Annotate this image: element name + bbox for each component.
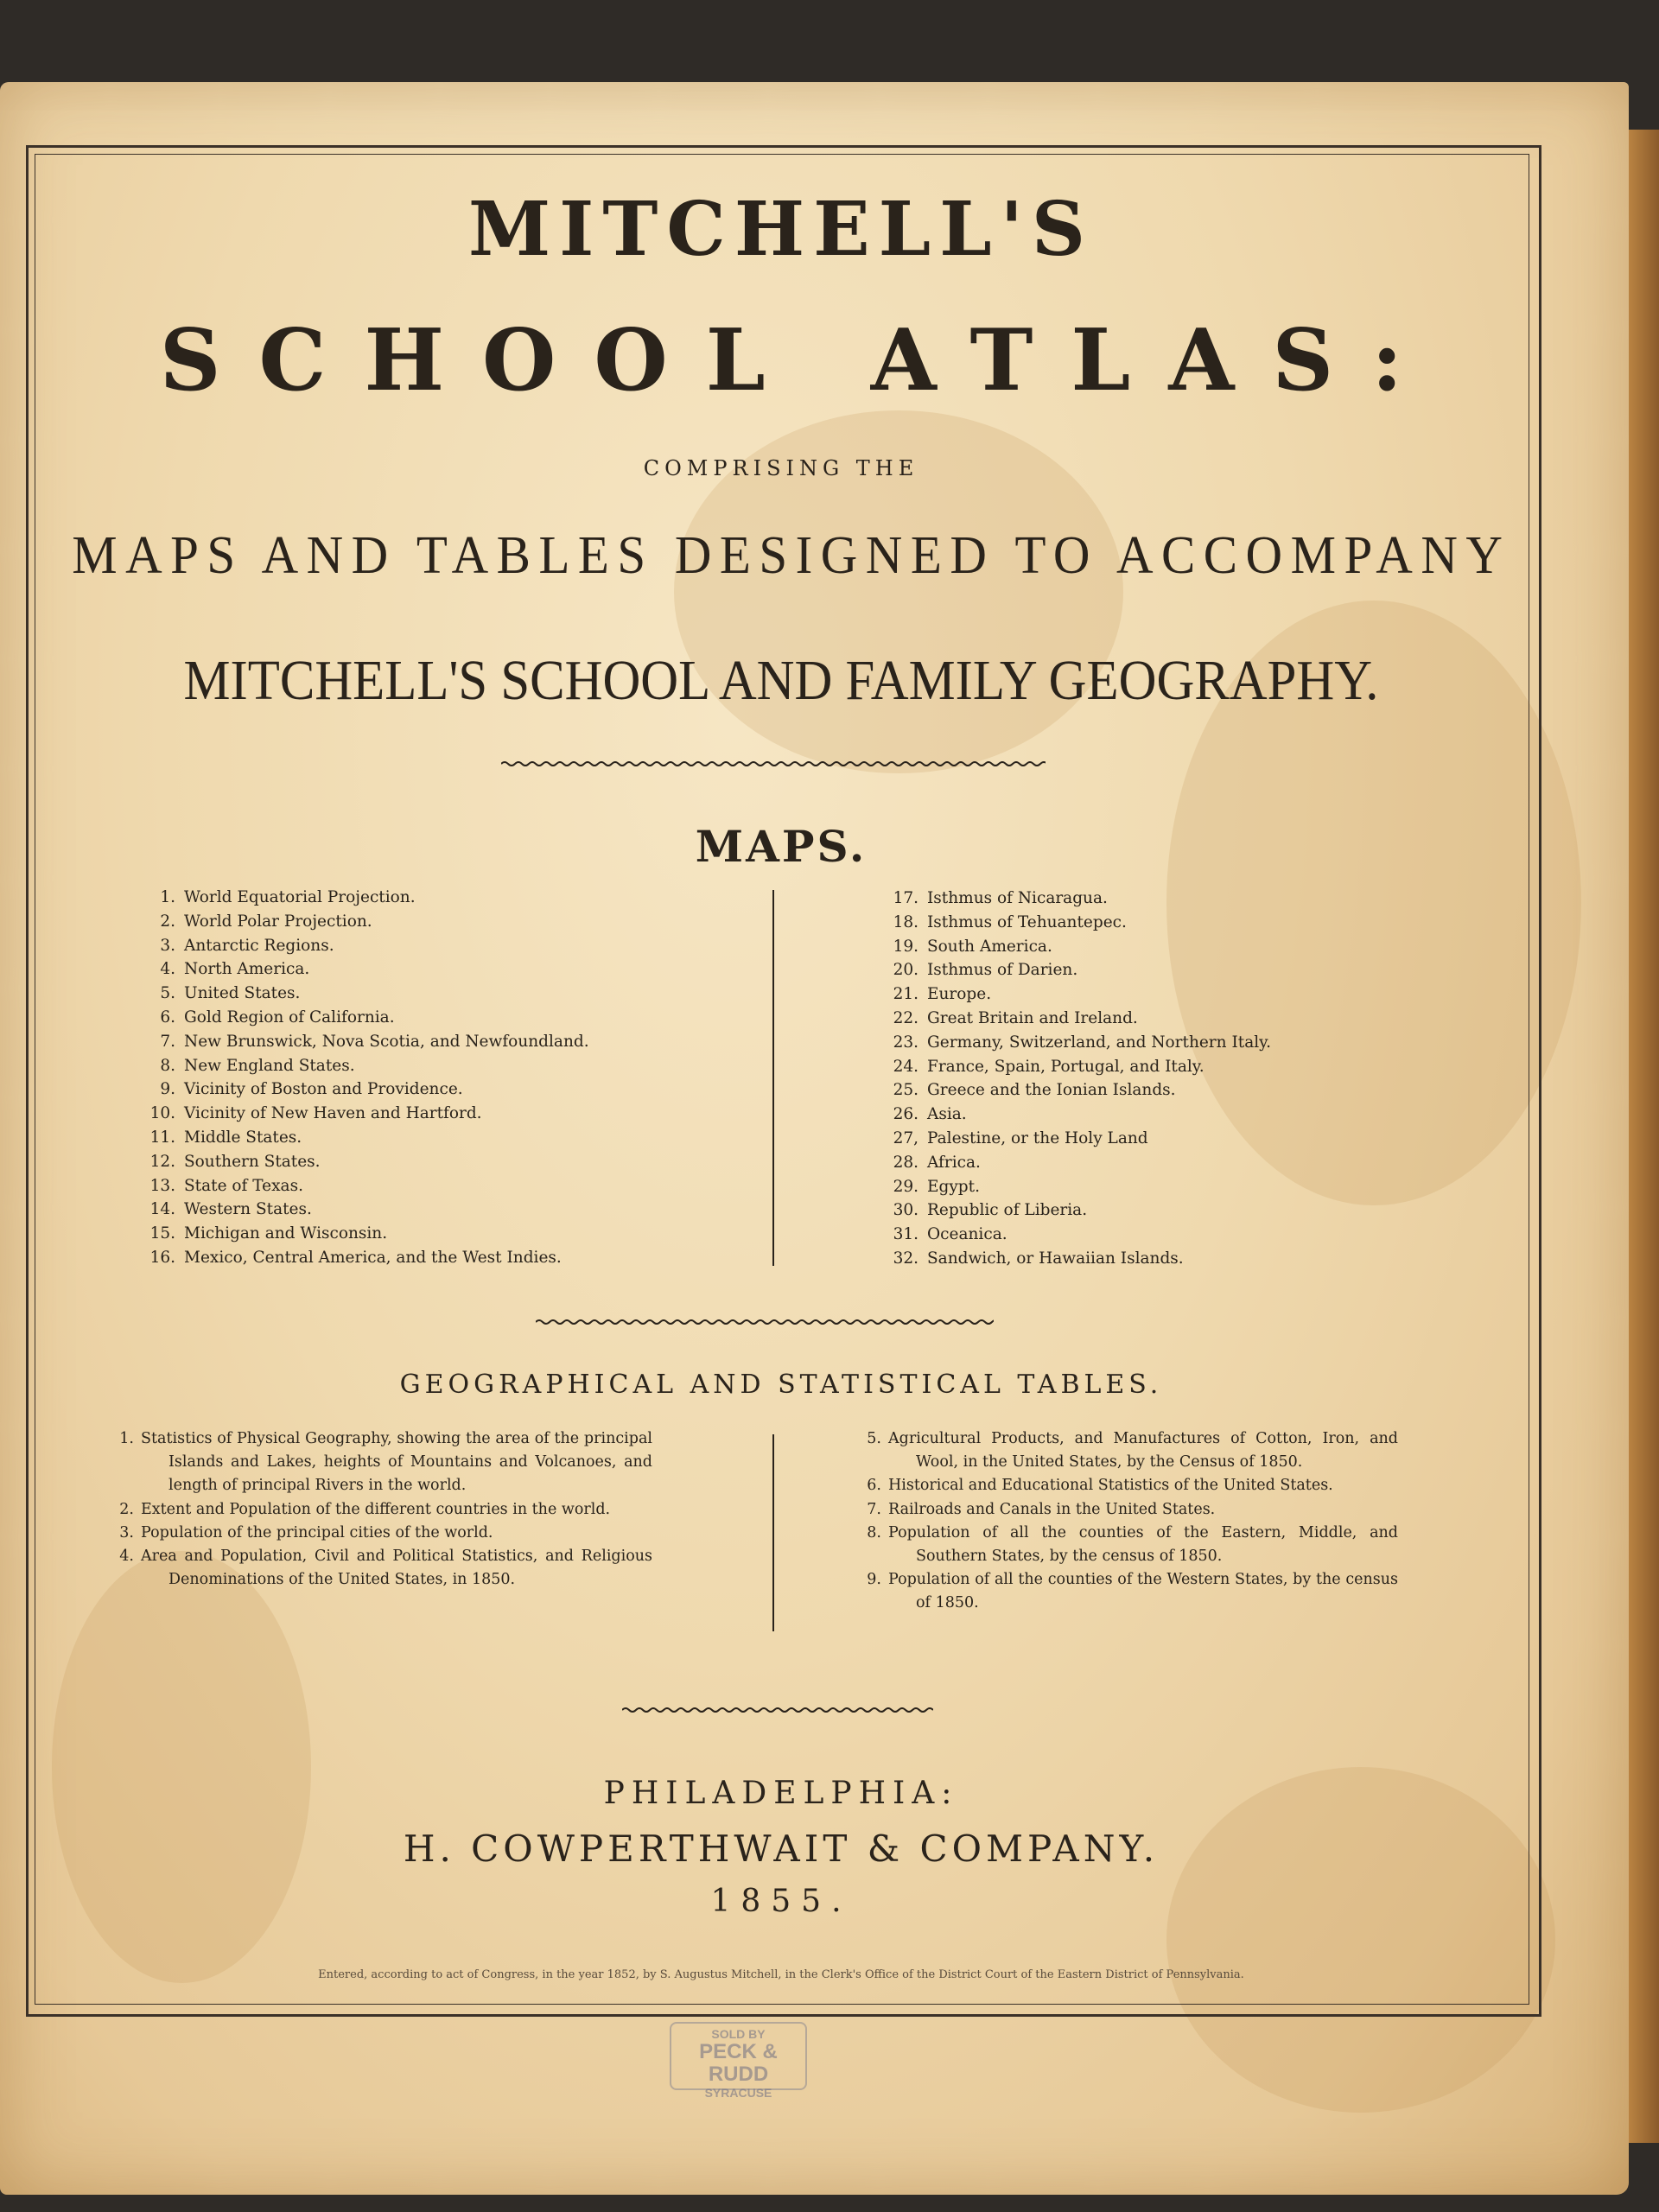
item-number: 20. [893, 961, 918, 980]
item-text: South America. [927, 937, 1052, 956]
item-number: 14. [149, 1200, 175, 1219]
ornamental-rule [501, 759, 1046, 769]
tables-heading: GEOGRAPHICAL AND STATISTICAL TABLES. [399, 1370, 1163, 1400]
list-item [855, 1498, 1398, 1522]
item-number: 2. [119, 1500, 134, 1518]
column-divider [772, 890, 774, 1266]
list-item [147, 1246, 589, 1270]
list-item [147, 1006, 589, 1030]
item-text: United States. [184, 984, 301, 1003]
item-number: 1. [160, 888, 175, 906]
item-text: Egypt. [927, 1177, 980, 1196]
item-text: Europe. [927, 985, 992, 1004]
list-item [147, 1054, 589, 1078]
list-item [147, 1077, 589, 1102]
subtitle-line-1: MAPS AND TABLES DESIGNED TO ACCOMPANY [72, 526, 1511, 585]
item-number: 3. [119, 1523, 134, 1541]
item-number: 21. [893, 985, 918, 1004]
list-item [890, 1078, 1271, 1103]
item-number: 8. [867, 1523, 881, 1541]
list-item [147, 1102, 589, 1126]
item-text: Population of the principal cities of the world. [141, 1523, 493, 1541]
title-line-1: MITCHELL'S [467, 186, 1095, 273]
item-text: Western States. [184, 1200, 312, 1219]
list-item [890, 887, 1271, 911]
item-number: 24. [893, 1057, 918, 1076]
item-number: 4. [160, 960, 175, 979]
item-number: 30. [893, 1201, 918, 1220]
item-text: France, Spain, Portugal, and Italy. [927, 1057, 1205, 1076]
item-number: 28. [893, 1153, 918, 1172]
item-text: Isthmus of Nicaragua. [927, 889, 1108, 907]
ornamental-rule [622, 1705, 933, 1715]
list-item [890, 982, 1271, 1007]
item-number: 11. [149, 1128, 175, 1147]
item-number: 26. [893, 1105, 918, 1124]
list-item [890, 958, 1271, 982]
item-text: New Brunswick, Nova Scotia, and Newfoundland. [184, 1032, 589, 1051]
copyright-notice: Entered, according to act of Congress, in the year 1852, by S. Augustus Mitchell, in the Clerk's Office of the District Court of the Eastern District of Pennsylvania. [318, 1968, 1244, 1981]
item-number: 12. [149, 1152, 175, 1171]
item-number: 32. [893, 1249, 918, 1268]
item-number: 27, [893, 1128, 918, 1147]
bookseller-stamp [670, 2022, 807, 2100]
item-number: 6. [867, 1477, 881, 1495]
item-text: World Equatorial Projection. [184, 888, 416, 906]
stamp-line-3: SYRACUSE [704, 2086, 772, 2100]
list-item [147, 1150, 589, 1174]
item-text: Area and Population, Civil and Political Statistics, and Religious Denominations of the United States, in 1850. [141, 1548, 652, 1589]
item-text: Germany, Switzerland, and Northern Italy. [927, 1033, 1272, 1052]
list-item [147, 934, 589, 958]
item-number: 7. [160, 1032, 175, 1051]
item-number: 3. [160, 936, 175, 955]
list-item [890, 1198, 1271, 1223]
item-number: 19. [893, 937, 918, 956]
list-item [890, 1175, 1271, 1199]
item-text: Vicinity of New Haven and Hartford. [184, 1104, 482, 1123]
item-text: Sandwich, or Hawaiian Islands. [927, 1249, 1184, 1268]
list-item [855, 1522, 1398, 1568]
publication-year: 1855. [710, 1884, 852, 1919]
stamp-line-1: SOLD BY [711, 2027, 766, 2041]
ornamental-rule [536, 1317, 994, 1327]
list-item [890, 1103, 1271, 1127]
item-number: 5. [867, 1430, 881, 1447]
item-text: New England States. [184, 1056, 355, 1075]
list-item [147, 910, 589, 934]
item-number: 16. [149, 1248, 175, 1267]
item-text: Railroads and Canals in the United States. [888, 1500, 1216, 1518]
list-item [147, 982, 589, 1006]
list-item [147, 886, 589, 910]
item-text: World Polar Projection. [184, 912, 372, 931]
item-number: 9. [160, 1080, 175, 1099]
tables-list-left [108, 1427, 652, 1592]
item-number: 17. [893, 889, 918, 907]
item-number: 15. [149, 1224, 175, 1243]
list-item [890, 911, 1271, 935]
item-number: 25. [893, 1081, 918, 1100]
item-text: Isthmus of Tehuantepec. [927, 912, 1127, 931]
item-number: 29. [893, 1177, 918, 1196]
item-number: 4. [119, 1548, 134, 1566]
subtitle-line-2: MITCHELL'S SCHOOL AND FAMILY GEOGRAPHY. [183, 649, 1379, 712]
item-text: Middle States. [184, 1128, 302, 1147]
list-item [855, 1568, 1398, 1615]
item-text: North America. [184, 960, 310, 979]
list-item [108, 1522, 652, 1545]
item-number: 7. [867, 1500, 881, 1518]
comprising-line: COMPRISING THE [643, 456, 919, 480]
item-text: Agricultural Products, and Manufactures of Cotton, Iron, and Wool, in the United States, by the Census of 1850. [888, 1430, 1398, 1471]
list-item [147, 1198, 589, 1222]
publisher-name: H. COWPERTHWAIT & COMPANY. [403, 1827, 1160, 1870]
list-item [890, 1127, 1271, 1151]
item-number: 6. [160, 1007, 175, 1027]
list-item [147, 957, 589, 982]
tables-list-right [855, 1427, 1398, 1616]
item-text: Antarctic Regions. [184, 936, 334, 955]
item-text: Statistics of Physical Geography, showing the area of the principal Islands and Lakes, heights of Mountains and Volcanoes, and length of principal Rivers in the world. [141, 1430, 652, 1495]
item-text: Great Britain and Ireland. [927, 1008, 1138, 1027]
item-text: Asia. [927, 1105, 967, 1124]
maps-list-right [890, 887, 1271, 1271]
list-item [855, 1474, 1398, 1497]
list-item [108, 1545, 652, 1592]
list-item [108, 1498, 652, 1522]
list-item [890, 1223, 1271, 1247]
item-text: Population of all the counties of the Eastern, Middle, and Southern States, by the census of 1850. [888, 1523, 1398, 1566]
list-item [147, 1126, 589, 1150]
item-text: State of Texas. [184, 1176, 303, 1195]
stamp-line-2: PECK & RUDD [699, 2040, 778, 2086]
list-item [147, 1174, 589, 1198]
item-number: 2. [160, 912, 175, 931]
item-number: 13. [149, 1176, 175, 1195]
item-number: 8. [160, 1056, 175, 1075]
item-text: Michigan and Wisconsin. [184, 1224, 388, 1243]
item-number: 5. [160, 984, 175, 1003]
list-item [890, 1247, 1271, 1271]
list-item [147, 1030, 589, 1054]
item-text: Africa. [927, 1153, 981, 1172]
list-item [147, 1222, 589, 1246]
title-line-2: SCHOOL ATLAS: [159, 311, 1441, 410]
item-number: 10. [149, 1104, 175, 1123]
list-item [890, 1007, 1271, 1031]
column-divider [772, 1434, 774, 1631]
item-number: 31. [893, 1225, 918, 1244]
item-number: 9. [867, 1571, 881, 1589]
maps-list-left [147, 886, 589, 1270]
list-item [890, 1031, 1271, 1055]
list-item [108, 1427, 652, 1498]
item-text: Vicinity of Boston and Providence. [184, 1080, 463, 1099]
item-text: Population of all the counties of the Western States, by the census of 1850. [888, 1571, 1398, 1612]
item-text: Greece and the Ionian Islands. [927, 1081, 1176, 1100]
item-number: 22. [893, 1008, 918, 1027]
item-text: Oceanica. [927, 1225, 1007, 1244]
item-number: 1. [119, 1430, 134, 1447]
item-number: 18. [893, 912, 918, 931]
item-number: 23. [893, 1033, 918, 1052]
item-text: Extent and Population of the different countries in the world. [141, 1500, 611, 1518]
item-text: Southern States. [184, 1152, 321, 1171]
item-text: Palestine, or the Holy Land [927, 1128, 1148, 1147]
list-item [890, 1151, 1271, 1175]
item-text: Mexico, Central America, and the West Indies. [184, 1248, 562, 1267]
maps-heading: MAPS. [695, 821, 868, 872]
list-item [890, 935, 1271, 959]
item-text: Gold Region of California. [184, 1007, 395, 1027]
publisher-city: PHILADELPHIA: [603, 1776, 959, 1811]
item-text: Isthmus of Darien. [927, 961, 1078, 980]
item-text: Historical and Educational Statistics of the United States. [888, 1477, 1333, 1495]
item-text: Republic of Liberia. [927, 1201, 1088, 1220]
list-item [855, 1427, 1398, 1474]
list-item [890, 1055, 1271, 1079]
page-edge [1629, 130, 1659, 2143]
